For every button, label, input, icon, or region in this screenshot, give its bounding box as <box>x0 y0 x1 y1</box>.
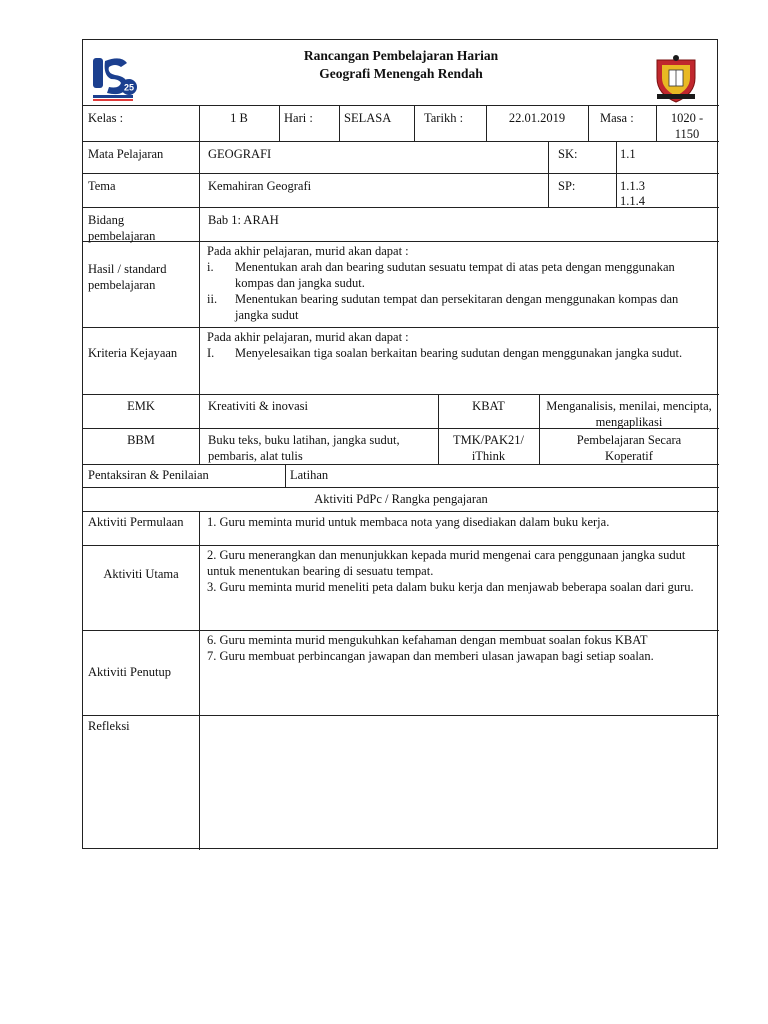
masa-label: Masa : <box>600 111 634 125</box>
sp-value-1: 1.1.3 <box>620 179 645 193</box>
hasil-label: Hasil / standard pembelajaran <box>88 262 167 292</box>
penutup-line-1: 6. Guru meminta murid mengukuhkan kefahaman dengan membuat soalan fokus KBAT <box>207 633 648 647</box>
penutup-label: Aktiviti Penutup <box>88 665 171 679</box>
kriteria-list <box>207 345 711 361</box>
list-item <box>207 259 711 291</box>
kelas-value: 1 B <box>230 111 248 125</box>
hari-value: SELASA <box>344 111 392 125</box>
bidang-value: Bab 1: ARAH <box>208 213 279 227</box>
emk-label: EMK <box>127 399 155 413</box>
hasil-intro: Pada akhir pelajaran, murid akan dapat : <box>207 244 409 258</box>
hari-label: Hari : <box>284 111 313 125</box>
utama-line-2: 3. Guru meminta murid meneliti peta dalam buku kerja dan menjawab beberapa soalan dari guru. <box>207 580 694 594</box>
utama-content <box>203 546 717 596</box>
list-number: i. <box>207 260 214 274</box>
sp-value-2: 1.1.4 <box>620 194 645 208</box>
refleksi-label: Refleksi <box>88 719 130 733</box>
kriteria-intro: Pada akhir pelajaran, murid akan dapat : <box>207 330 409 344</box>
sk-value: 1.1 <box>620 147 636 161</box>
bidang-label: Bidang pembelajaran <box>88 213 156 243</box>
pentaksiran-label: Pentaksiran & Penilaian <box>88 468 209 482</box>
page-title: Rancangan Pembelajaran Harian <box>303 48 499 63</box>
list-number: ii. <box>207 292 218 306</box>
aktiviti-heading: Aktiviti PdPc / Rangka pengajaran <box>314 492 488 506</box>
kriteria-content <box>203 329 715 361</box>
tema-label: Tema <box>88 179 116 193</box>
kriteria-label: Kriteria Kejayaan <box>88 346 178 360</box>
list-text: Menentukan bearing sudutan tempat dan persekitaran dengan menggunakan kompas dan jangka sudut <box>235 292 679 322</box>
bbm-label: BBM <box>127 433 155 447</box>
bbm-value: Buku teks, buku latihan, jangka sudut, pembaris, alat tulis <box>208 433 400 463</box>
mata-pelajaran-value: GEOGRAFI <box>208 147 272 161</box>
list-item <box>207 291 711 323</box>
tmk-label: TMK/PAK21/ iThink <box>452 433 525 463</box>
utama-label: Aktiviti Utama <box>103 567 179 581</box>
sp-label: SP: <box>558 179 576 193</box>
list-text: Menentukan arah dan bearing sudutan sesuatu tempat di atas peta dengan menggunakan kompas dan jangka sudut. <box>235 260 675 290</box>
list-number: I. <box>207 346 215 360</box>
emk-value: Kreativiti & inovasi <box>208 399 308 413</box>
lesson-plan-table <box>82 39 718 849</box>
kbat-value: Menganalisis, menilai, mencipta, mengaplikasi <box>546 399 712 429</box>
hasil-content <box>203 243 715 323</box>
permulaan-value: 1. Guru meminta murid untuk membaca nota yang disediakan dalam buku kerja. <box>207 515 610 529</box>
school-crest-logo <box>653 54 699 104</box>
sk-label: SK: <box>558 147 578 161</box>
utama-line-1: 2. Guru menerangkan dan menunjukkan kepada murid mengenai cara penggunaan jangka sudut untuk menentukan bearing di sesuatu tempat. <box>207 548 686 578</box>
logo-anniversary-number: 25 <box>123 82 135 93</box>
refleksi-value[interactable] <box>203 716 717 846</box>
tmk-value: Pembelajaran Secara Koperatif <box>576 433 682 463</box>
pentaksiran-value: Latihan <box>290 468 329 482</box>
page-subtitle: Geografi Menengah Rendah <box>319 66 483 81</box>
penutup-line-2: 7. Guru membuat perbincangan jawapan dan memberi ulasan jawapan bagi setiap soalan. <box>207 649 654 663</box>
masa-value: 1020 - 1150 <box>670 111 704 141</box>
hasil-list <box>207 259 711 323</box>
tarikh-value: 22.01.2019 <box>508 111 566 125</box>
kelas-label: Kelas : <box>88 111 124 125</box>
list-text: Menyelesaikan tiga soalan berkaitan bearing sudutan dengan menggunakan jangka sudut. <box>235 346 683 360</box>
tarikh-label: Tarikh : <box>424 111 464 125</box>
school-anniversary-logo <box>91 55 139 103</box>
list-item <box>207 345 711 361</box>
mata-pelajaran-label: Mata Pelajaran <box>88 147 164 161</box>
kbat-label: KBAT <box>472 399 505 413</box>
penutup-content <box>203 631 717 665</box>
tema-value: Kemahiran Geografi <box>208 179 312 193</box>
permulaan-label: Aktiviti Permulaan <box>88 515 184 529</box>
